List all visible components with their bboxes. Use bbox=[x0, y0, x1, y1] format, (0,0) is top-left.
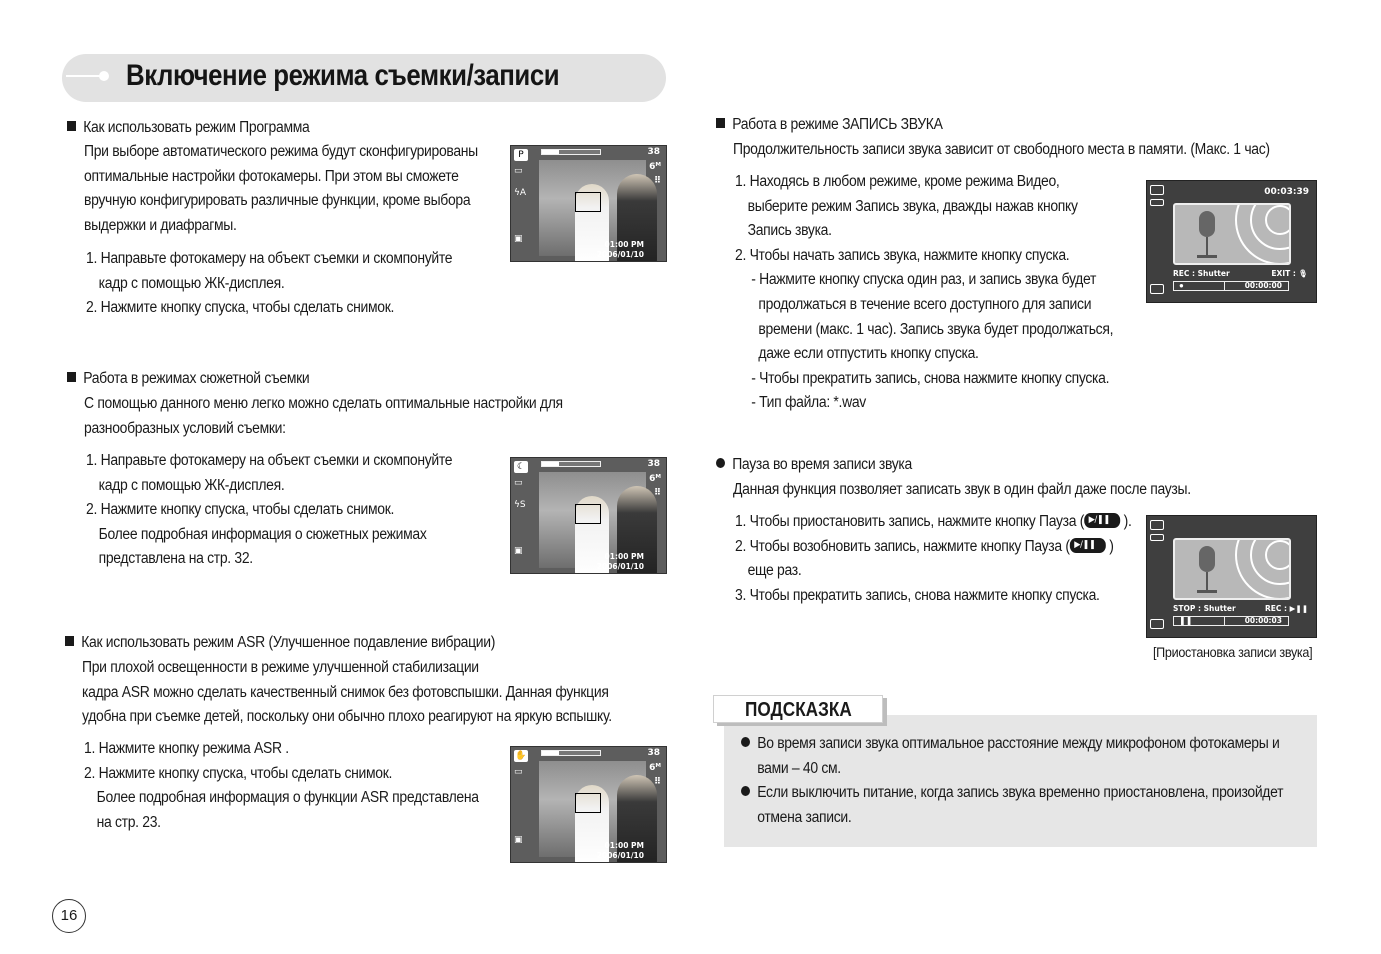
round-bullet-icon bbox=[741, 786, 750, 796]
voice-mode-icon bbox=[1150, 520, 1164, 530]
display-icon bbox=[1150, 284, 1164, 294]
pause-button-icon bbox=[1070, 538, 1106, 553]
shots-remaining: 38 bbox=[647, 748, 660, 758]
quality-icon: ⠿ bbox=[653, 176, 661, 186]
scene-mode-icon: ☾ bbox=[514, 461, 528, 473]
display-icon: ▣ bbox=[514, 546, 523, 556]
shots-remaining: 38 bbox=[647, 459, 660, 469]
program-mode-icon: P bbox=[514, 149, 528, 161]
battery-icon: ▭ bbox=[514, 767, 523, 777]
shots-remaining: 38 bbox=[647, 147, 660, 157]
asr-steps: 1. Нажмите кнопку режима ASR . 2. Нажмите кнопку спуска, чтобы сделать снимок. Более подробная информация о функции ASR представлена на стр. 23. bbox=[84, 740, 479, 831]
pause-button-icon bbox=[1084, 513, 1120, 528]
memory-bar bbox=[541, 149, 601, 155]
pause-heading: Пауза во время записи звука bbox=[716, 453, 912, 478]
memory-bar bbox=[541, 750, 601, 756]
recording-time-available: 00:03:39 bbox=[1264, 187, 1309, 197]
title-decoration-line bbox=[66, 75, 102, 77]
asr-intro: При плохой освещенности в режиме улучшенной стабилизации кадра ASR можно сделать качественный снимок без фотовспышки. Данная функция удобна при съемке детей, поскольку они обычно плохо реагируют на яркую вспышку. bbox=[82, 659, 612, 726]
pause-intro: Данная функция позволяет записать звук в один файл даже после паузы. bbox=[733, 481, 1191, 498]
voice-pause-screen bbox=[1146, 515, 1317, 638]
program-lcd-screen bbox=[510, 145, 667, 262]
square-bullet-icon bbox=[716, 118, 725, 128]
flash-icon: ϟS bbox=[514, 500, 526, 510]
focus-frame bbox=[575, 504, 601, 524]
lcd-timestamp: 01:00 PM 2006/01/10 bbox=[596, 240, 644, 259]
square-bullet-icon bbox=[67, 372, 76, 382]
battery-icon bbox=[1150, 199, 1164, 206]
display-icon bbox=[1150, 619, 1164, 629]
lcd-timestamp: 01:00 PM 2006/01/10 bbox=[596, 841, 644, 860]
microphone-icon bbox=[1199, 546, 1215, 572]
battery-icon: ▭ bbox=[514, 478, 523, 488]
page-title: Включение режима съемки/записи bbox=[126, 59, 560, 92]
battery-icon: ▭ bbox=[514, 166, 523, 176]
voice-steps: 1. Находясь в любом режиме, кроме режима Видео, выберите режим Запись звука, дважды нажав кнопку Запись звука. 2. Чтобы начать запись звука, нажмите кнопку спуска. - Нажмите кнопку спуска один раз, и запись звука будет продолжаться в течение всего доступного для записи времени (макс. 1 час). Запись звука будет продолжаться, даже если отпустить кнопку спуска. - Чтобы прекратить запись, снова нажмите кнопку спуска. - Тип файла: *.wav bbox=[735, 173, 1114, 412]
voice-record-screen bbox=[1146, 180, 1317, 303]
asr-mode-icon: ✋ bbox=[515, 751, 527, 761]
voice-panel bbox=[1173, 538, 1291, 600]
hint-label: ПОДСКАЗКА bbox=[745, 699, 852, 721]
microphone-icon bbox=[1199, 211, 1215, 237]
scene-heading: Работа в режимах сюжетной съемки bbox=[67, 367, 309, 392]
square-bullet-icon bbox=[65, 636, 74, 646]
resolution-icon: 6ᴹ bbox=[649, 474, 661, 484]
focus-frame bbox=[575, 192, 601, 212]
title-decoration-dot bbox=[99, 71, 109, 81]
voice-progress-bar: ❚❚ 00:00:03 bbox=[1173, 616, 1289, 626]
pause-screen-caption: [Приостановка записи звука] bbox=[1153, 644, 1313, 660]
square-bullet-icon bbox=[67, 121, 76, 131]
display-icon: ▣ bbox=[514, 835, 523, 845]
asr-lcd-screen bbox=[510, 746, 667, 863]
resolution-icon: 6ᴹ bbox=[649, 162, 661, 172]
lcd-timestamp: 01:00 PM 2006/01/10 bbox=[596, 552, 644, 571]
battery-icon bbox=[1150, 534, 1164, 541]
voice-progress-bar: ● 00:00:00 bbox=[1173, 281, 1289, 291]
voice-heading: Работа в режиме ЗАПИСЬ ЗВУКА bbox=[716, 113, 943, 138]
round-bullet-icon bbox=[741, 737, 750, 747]
program-steps: 1. Направьте фотокамеру на объект съемки и скомпонуйте кадр с помощью ЖК-дисплея. 2. Нажмите кнопку спуска, чтобы сделать снимок. bbox=[86, 250, 453, 317]
voice-mode-icon bbox=[1150, 185, 1164, 195]
voice-controls-label: STOP : Shutter REC : ▶❚❚ bbox=[1173, 604, 1308, 613]
voice-panel bbox=[1173, 203, 1291, 265]
resolution-icon: 6ᴹ bbox=[649, 763, 661, 773]
focus-frame bbox=[575, 793, 601, 813]
memory-bar bbox=[541, 461, 601, 467]
voice-intro: Продолжительность записи звука зависит от свободного места в памяти. (Макс. 1 час) bbox=[733, 141, 1270, 158]
scene-lcd-screen bbox=[510, 457, 667, 574]
quality-icon: ⠿ bbox=[653, 777, 661, 787]
page-number: 16 bbox=[60, 907, 78, 924]
round-bullet-icon bbox=[716, 458, 725, 468]
scene-steps: 1. Направьте фотокамеру на объект съемки и скомпонуйте кадр с помощью ЖК-дисплея. 2. Нажмите кнопку спуска, чтобы сделать снимок. Более подробная информация о сюжетных режимах представлена на стр. 32. bbox=[86, 452, 453, 568]
flash-icon: ϟA bbox=[514, 188, 527, 198]
hint-items: Во время записи звука оптимальное расстояние между микрофоном фотокамеры и вами – 40 см. Если выключить питание, когда запись звука временно приостановлена, произойдет отмена записи. bbox=[741, 732, 1283, 830]
display-icon: ▣ bbox=[514, 234, 523, 244]
voice-controls-label: REC : Shutter EXIT : 🎙 bbox=[1173, 269, 1308, 278]
program-heading: Как использовать режим Программа bbox=[67, 116, 309, 141]
scene-intro: С помощью данного меню легко можно сделать оптимальные настройки для разнообразных условий съемки: bbox=[84, 395, 563, 437]
pause-steps: 1. Чтобы приостановить запись, нажмите кнопку Пауза (▶/❚❚ ). 2. Чтобы возобновить запись, нажмите кнопку Пауза (▶/❚❚ ) еще раз. 3. Чтобы прекратить запись, снова нажмите кнопку спуска. bbox=[735, 510, 1132, 608]
quality-icon: ⠿ bbox=[653, 488, 661, 498]
program-intro: При выборе автоматического режима будут сконфигурированы оптимальные настройки фотокамеры. При этом вы сможете вручную конфигурировать различные функции, кроме выбора выдержки и диафрагмы. bbox=[84, 143, 478, 234]
asr-heading: Как использовать режим ASR (Улучшенное подавление вибрации) bbox=[65, 631, 495, 656]
